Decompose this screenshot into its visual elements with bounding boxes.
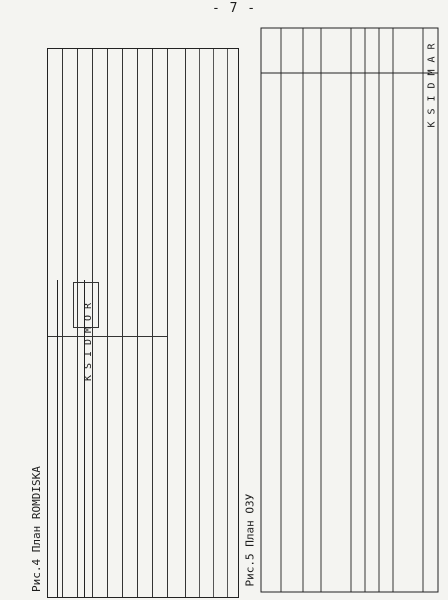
rom-side-letter: S <box>83 362 94 370</box>
rom-side-letter: M <box>83 326 94 334</box>
column-divider <box>153 336 167 337</box>
ram-side-letter: A <box>426 56 438 63</box>
rom-side-letter: I <box>83 350 94 358</box>
ram-side-letter: K <box>426 121 438 128</box>
rom-side-letter: O <box>83 314 94 322</box>
ram-side-letter: S <box>426 108 438 115</box>
ram-map-table <box>261 28 439 593</box>
rom-side-letter: D <box>83 338 94 346</box>
ram-plan-figure <box>241 28 441 593</box>
blank-ruled-row <box>214 49 228 597</box>
ram-side-letter: R <box>426 43 438 50</box>
ram-side-letter: D <box>426 82 438 89</box>
column-divider <box>108 336 122 337</box>
column-divider <box>123 336 137 337</box>
figure-title: Рис.4 План ROMDISKA <box>30 466 43 592</box>
romdisk-row <box>108 49 123 597</box>
ram-row <box>352 29 366 592</box>
ram-row <box>322 29 352 592</box>
ram-row <box>282 29 304 592</box>
romdisk-row <box>153 49 168 597</box>
ram-row <box>262 29 282 592</box>
blank-ruled-row <box>186 49 200 597</box>
romdisk-row <box>138 49 153 597</box>
blank-ruled-row <box>200 49 214 597</box>
ram-side-letter: I <box>426 95 438 102</box>
romdisk-row <box>123 49 138 597</box>
ram-row <box>366 29 380 592</box>
ramdisk-side-divider <box>262 73 438 74</box>
rom-side-letter: R <box>83 302 94 310</box>
ram-row <box>380 29 394 592</box>
ram-side-letters <box>425 40 439 131</box>
ram-row <box>304 29 322 592</box>
column-divider <box>138 336 152 337</box>
ram-rows <box>262 29 438 592</box>
ram-row <box>394 29 424 592</box>
rom-side-letters <box>82 300 96 384</box>
ram-side-letter: M <box>426 69 438 76</box>
rom-side-letter: K <box>83 374 94 382</box>
page-number: - 7 - <box>212 1 257 16</box>
figure-title: Рис.5 План ОЗУ <box>243 493 257 587</box>
romdisk-row <box>168 49 186 597</box>
